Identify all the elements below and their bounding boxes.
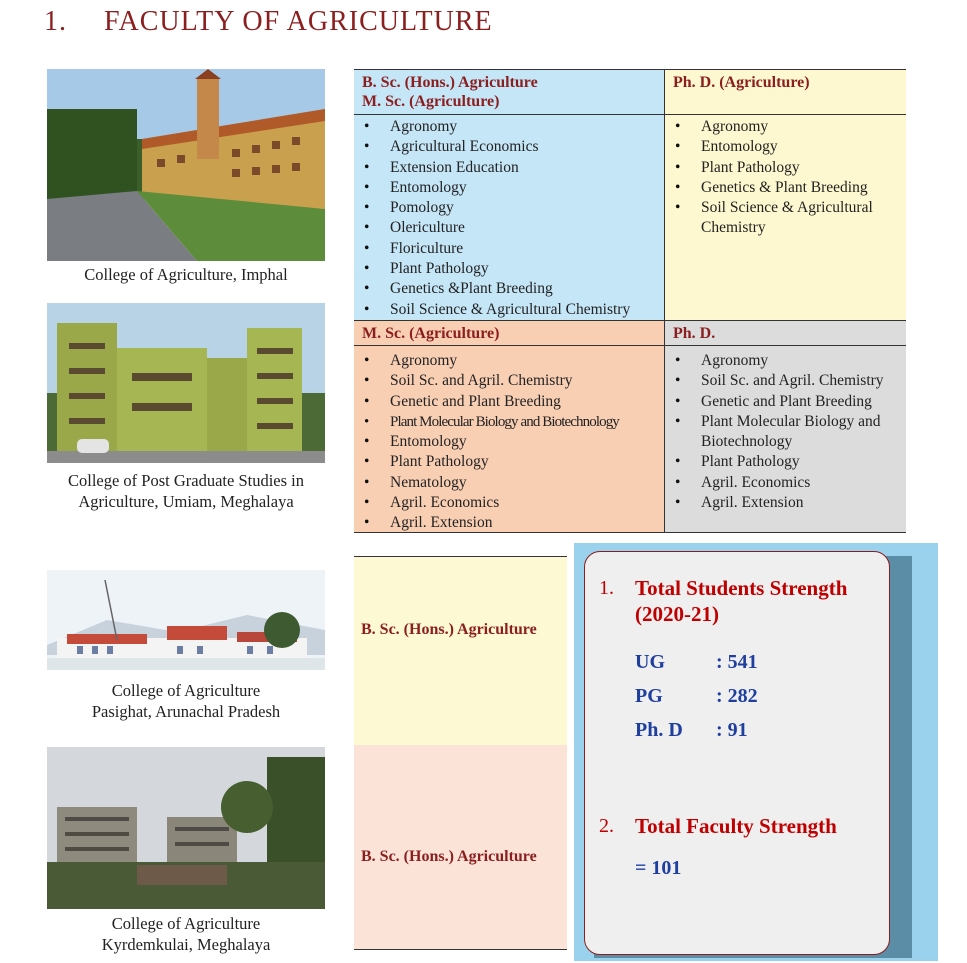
umiam-left-header: M. Sc. (Agriculture) xyxy=(362,325,500,342)
faculty-number: 2. xyxy=(599,815,614,837)
list-item: • Genetics &Plant Breeding xyxy=(354,279,665,299)
table-rule xyxy=(354,532,906,533)
umiam-right-header: Ph. D. xyxy=(673,325,716,342)
stat-label-phd: Ph. D xyxy=(635,719,683,741)
heading-title: FACULTY OF AGRICULTURE xyxy=(104,6,493,37)
list-item: • Agril. Extension xyxy=(354,513,665,533)
table-rule xyxy=(354,556,567,557)
kyrdemkulai-program: B. Sc. (Hons.) Agriculture xyxy=(361,848,537,865)
caption-umiam: College of Post Graduate Studies in Agriculture, Umiam, Meghalaya xyxy=(67,471,304,511)
list-item: • Soil Sc. and Agril. Chemistry xyxy=(665,371,906,391)
umiam-left-list xyxy=(354,351,665,534)
list-item: • Extension Education xyxy=(354,158,665,178)
list-item: • Genetic and Plant Breeding xyxy=(665,392,906,412)
imphal-phd-cell xyxy=(665,70,906,320)
students-title xyxy=(635,575,847,627)
imphal-right-header: Ph. D. (Agriculture) xyxy=(673,74,810,91)
list-item: • Agronomy xyxy=(665,351,906,371)
list-item: • Agronomy xyxy=(354,117,665,137)
stat-value-pg: : 282 xyxy=(716,685,758,707)
list-item: • Agronomy xyxy=(665,117,906,137)
kyrdemkulai-program-cell xyxy=(354,745,567,949)
list-item: • Pomology xyxy=(354,198,665,218)
list-item: • Plant Molecular Biology and Biotechnology xyxy=(665,412,906,453)
umiam-right-list xyxy=(665,351,906,513)
photo-college-kyrdemkulai xyxy=(47,747,325,909)
students-number: 1. xyxy=(599,577,614,599)
stat-value-ug: : 541 xyxy=(716,651,758,673)
list-item: • Plant Molecular Biology and Biotechnology xyxy=(354,412,665,432)
umiam-phd-cell xyxy=(665,321,906,532)
table-rule xyxy=(354,320,906,321)
list-item: • Agronomy xyxy=(354,351,665,371)
caption-kyrdemkulai-text: College of Agriculture Kyrdemkulai, Meghalaya xyxy=(101,914,271,954)
table-rule xyxy=(354,69,906,70)
photo-college-imphal xyxy=(47,69,325,261)
list-item: • Entomology xyxy=(354,432,665,452)
table-rule xyxy=(354,949,567,950)
imphal-bsc-header: B. Sc. (Hons.) Agriculture xyxy=(362,74,538,91)
heading-number: 1. xyxy=(44,6,67,37)
caption-pasighat xyxy=(47,680,325,722)
table-rule xyxy=(354,114,906,115)
faculty-title: Total Faculty Strength xyxy=(635,814,837,838)
photo-college-umiam xyxy=(47,303,325,463)
page-heading xyxy=(44,6,493,38)
stat-value-phd: : 91 xyxy=(716,719,748,741)
stat-label-pg: PG xyxy=(635,685,663,707)
students-title-line-1: Total Students Strength xyxy=(635,576,848,600)
list-item: • Entomology xyxy=(354,178,665,198)
list-item: • Soil Science & Agricultural Chemistry xyxy=(354,300,665,320)
list-item: • Floriculture xyxy=(354,239,665,259)
list-item: • Genetic and Plant Breeding xyxy=(354,392,665,412)
list-item: • Soil Science & Agricultural Chemistry xyxy=(665,198,906,239)
caption-imphal: College of Agriculture, Imphal xyxy=(84,265,288,284)
list-item: • Plant Pathology xyxy=(354,259,665,279)
imphal-left-list xyxy=(354,117,665,320)
list-item: • Nematology xyxy=(354,473,665,493)
list-item: • Genetics & Plant Breeding xyxy=(665,178,906,198)
list-item: • Agril. Economics xyxy=(354,493,665,513)
list-item: • Plant Pathology xyxy=(665,452,906,472)
imphal-right-list xyxy=(665,117,906,239)
list-item: • Agril. Economics xyxy=(665,473,906,493)
imphal-msc-header: M. Sc. (Agriculture) xyxy=(362,93,500,110)
list-item: • Agricultural Economics xyxy=(354,137,665,157)
pasighat-program-cell xyxy=(354,557,567,745)
table-rule xyxy=(354,345,906,346)
students-title-line-2: (2020-21) xyxy=(635,602,719,626)
stat-label-ug: UG xyxy=(635,651,665,673)
list-item: • Entomology xyxy=(665,137,906,157)
faculty-value: = 101 xyxy=(635,857,682,879)
list-item: • Agril. Extension xyxy=(665,493,906,513)
list-item: • Olericulture xyxy=(354,218,665,238)
list-item: • Plant Pathology xyxy=(665,158,906,178)
list-item: • Soil Sc. and Agril. Chemistry xyxy=(354,371,665,391)
pasighat-program: B. Sc. (Hons.) Agriculture xyxy=(361,621,537,638)
photo-college-pasighat xyxy=(47,570,325,670)
imphal-ug-pg-cell xyxy=(354,70,665,320)
caption-kyrdemkulai xyxy=(47,913,325,955)
table-rule xyxy=(664,69,665,533)
list-item: • Plant Pathology xyxy=(354,452,665,472)
umiam-msc-cell xyxy=(354,321,665,532)
imphal-left-header xyxy=(354,70,665,114)
caption-pasighat-text: College of Agriculture Pasighat, Arunachal Pradesh xyxy=(91,681,281,721)
